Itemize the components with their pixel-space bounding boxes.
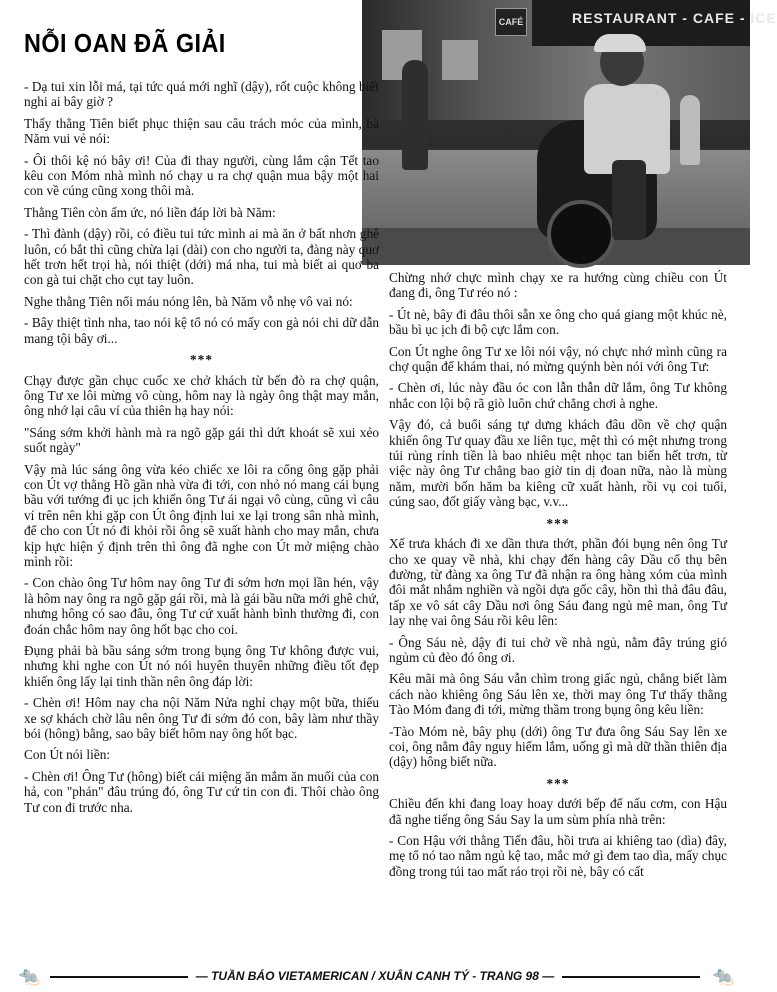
article-paragraph: - Con chào ông Tư hôm nay ông Tư đi sớm hơn mọi lần hén, vậy là hôm nay ông ra ngõ gặp gái rồi, mà là gái bầu nữa mới ghê chứ, nhưng hông có sao đâu, ông Tư cứ xuất hành bình thường đi, con đoán chắc hôm nay ông hốt bạc cho coi. [24, 575, 379, 637]
article-paragraph: - Con Hậu với thằng Tiến đâu, hồi trưa ai khiêng tao (dìa) đây, mẹ tổ nó tao nằm ngủ kệ tao, mắc mớ gì đem tao dìa, mấy chục đồng trong túi tao mất ráo trọi rồi nè, bây có cất [389, 833, 727, 879]
article-paragraph: Chiều đến khi đang loay hoay dưới bếp để nấu cơm, con Hậu đã nghe tiếng ông Sáu Say la um sùm phía nhà trên: [389, 796, 727, 827]
rat-icon: 🐀 [18, 966, 41, 986]
article-paragraph: Thằng Tiên còn ấm ức, nó liền đáp lời bà Năm: [24, 204, 276, 220]
article-paragraph: "Sáng sớm khởi hành mà ra ngõ gặp gái thì dứt khoát sẽ xui xẻo suốt ngày" [24, 424, 379, 456]
rat-icon: 🐀 [712, 966, 735, 986]
article-paragraph: Vậy đó, cả buổi sáng tự dưng khách đâu dồn về chợ quận khiến ông Tư quay đầu xe liên tục, mệt thì có mệt nhưng trong túi rủng rỉnh tiền là bao nhiêu mệt nhọc tan biến hết trơn, từ việc này ông Tư chẳng bao giờ tin dị đoan nữa, nào là mùng năm, mười bốn hăm ba kiêng cữ xuất hành, rồi vụ coi tuổi, cúng sao, đốt giấy vàng bạc, v.v... [389, 417, 727, 510]
article-paragraph: - Chèn ơi, lúc này đầu óc con lẫn thẫn dữ lắm, ông Tư không nhắc con lội bộ rã giò luôn chứ chẳng chơi à nghe. [389, 380, 727, 411]
photo-motorbike-wheel [547, 200, 615, 268]
article-column-right [389, 270, 727, 885]
article-paragraph: - Ông Sáu nè, dậy đi tui chở về nhà ngủ, nằm đây trúng gió ngủm củ đèo đó ông ơi. [389, 634, 727, 665]
article-paragraph: - Thì đành (dậy) rồi, có điều tui tức mình ai mà ăn ở bất nhơn ghê luôn, có bắt thì cũng chừa lại (dài) con cho người ta, đàng này quơ hết trơn hết trọi hà, nói thiệt (dới) má nha, tui mà biết ai quơ ba con gà tui chặt cho cụt tay luôn. [24, 226, 379, 288]
photo-cafe-sign: CAFÉ [495, 8, 527, 36]
section-separator: *** [546, 515, 570, 531]
article-photo [362, 0, 777, 265]
photo-man-cap [594, 34, 646, 52]
photo-man-leg [612, 160, 646, 240]
section-separator: *** [546, 775, 570, 791]
article-paragraph: Vậy mà lúc sáng ông vừa kéo chiếc xe lôi ra cổng ông gặp phải con Út vợ thằng Hồ gần nhà vừa đi tới, con nhỏ nó mang cái bụng bầu với tướng đi ục ịch khiến ông Tư ái ngại vô cùng, cũng vì câu ví trên nên khi gặp con Út ông định lui xe lại trong sân nhà mình, để cho con Út nó đi khỏi rồi ông sẽ xuất hành cho may mắn, chưa kịp hực hiện ý định trên thì ông đã nghe con Út mở miệng chào mình rồi: [24, 461, 379, 569]
article-paragraph: - Bây thiệt tình nha, tao nói kệ tổ nó có mấy con gà nói chi dữ dẫn mang tội bây ơi... [24, 315, 379, 346]
article-title: NỖI OAN ĐÃ GIẢI [24, 28, 226, 58]
photo-window [442, 40, 478, 80]
photo-restaurant-sign: RESTAURANT - CAFE - ICE [572, 10, 777, 26]
article-paragraph: - Dạ tui xin lỗi má, tại tức quá mới nghĩ (dậy), rốt cuộc không biết nghi ai bây giờ ? [24, 79, 379, 110]
article-paragraph: - Chèn ơi! Ông Tư (hông) biết cái miệng ăn mắm ăn muối của con hả, con "phán" đâu trúng đó, ông Tư cứ tin con đi. Thôi chào ông Tư con đi trước nha. [24, 768, 379, 815]
article-paragraph: -Tào Móm nè, bây phụ (dới) ông Tư đưa ông Sáu Say lên xe coi, ông nằm đây nguy hiểm lắm, uống gì mà dữ thần thiên địa (dậy) hông biết nữa. [389, 723, 727, 770]
footer-text: — TUẦN BÁO VIETAMERICAN / XUÂN CANH TÝ - TRANG 98 — [188, 969, 562, 983]
article-paragraph: Kêu mãi mà ông Sáu vẫn chìm trong giấc ngủ, chẳng biết làm cách nào khiêng ông Sáu lên xe, thời may ông Tư thấy thằng Tào Móm đang đi tới, mừng thầm trong bụng ông kêu liền: [389, 671, 727, 718]
article-paragraph: Chạy được gần chục cuốc xe chở khách từ bến đò ra chợ quận, ông Tư xe lôi mừng vô cùng, hôm nay là ngày ông thật may mắn, ông nhớ lại câu ví của thiên hạ hay nói: [24, 372, 379, 419]
photo-pedestrian [680, 95, 700, 165]
article-paragraph: Thấy thằng Tiên biết phục thiện sau câu trách móc của mình, bà Năm vui vẻ nói: [24, 115, 379, 147]
article-column-left [24, 79, 379, 821]
article-paragraph: - Chèn ơi! Hôm nay cha nội Năm Nửa nghỉ chạy một bữa, thiếu xe sợ khách chờ lâu nên ông Tư đi sớm đó con, bây làm như thầy bói (hông) bằng, sao bây biết hôm nay ông hốt bạc. [24, 695, 379, 742]
page-footer [0, 962, 750, 992]
article-paragraph: Con Út nói liền: [24, 747, 111, 763]
article-paragraph: Con Út nghe ông Tư xe lôi nói vậy, nó chực nhớ mình cũng ra chợ quận để khám thai, nó mừng quýnh bèn nói với ông Tư: [389, 343, 727, 375]
article-paragraph: Nghe thằng Tiên nổi máu nóng lên, bà Năm vỗ nhẹ vô vai nó: [24, 293, 353, 309]
section-separator: *** [190, 352, 213, 368]
article-paragraph: Đụng phải bà bầu sáng sớm trong bụng ông Tư không được vui, nhưng khi nghe con Út nó nói huyên thuyên những điều tốt đẹp khiến ông lấy lại tinh thần nên ông đáp lời: [24, 643, 379, 689]
article-paragraph: Xế trưa khách đi xe dần thưa thớt, phần đói bụng nên ông Tư cho xe quay về nhà, khi chạy đến hàng cây Dầu cổ thụ bên đường, từ đàng xa ông Tư đã nhận ra ông hàng xóm của mình đôi mắt nhắm nghiền và ngồi dựa gốc cây, hồn thì thả đâu đâu, tấp xe vô sát cây Dầu nơi ông Sáu đang ngủ mê man, ông Tư lay nhẹ vai ông Sáu rồi kêu lên: [389, 536, 727, 629]
article-paragraph: - Ôi thôi kệ nó bây ơi! Của đi thay người, cùng lắm cận Tết tao kêu con Móm nhà mình nó chạy u ra chợ quận mua bậy một hai con về cúng cũng xong thôi mà. [24, 152, 379, 199]
photo-pedestrian [402, 60, 428, 170]
article-paragraph: Chừng nhớ chực mình chạy xe ra hướng cùng chiều con Út đang đi, ông Tư réo nó : [389, 270, 727, 301]
article-paragraph: - Út nè, bây đi đâu thôi sẵn xe ông cho quá giang một khúc nè, bầu bì ục ịch đi bộ cực lắm con. [389, 306, 727, 338]
